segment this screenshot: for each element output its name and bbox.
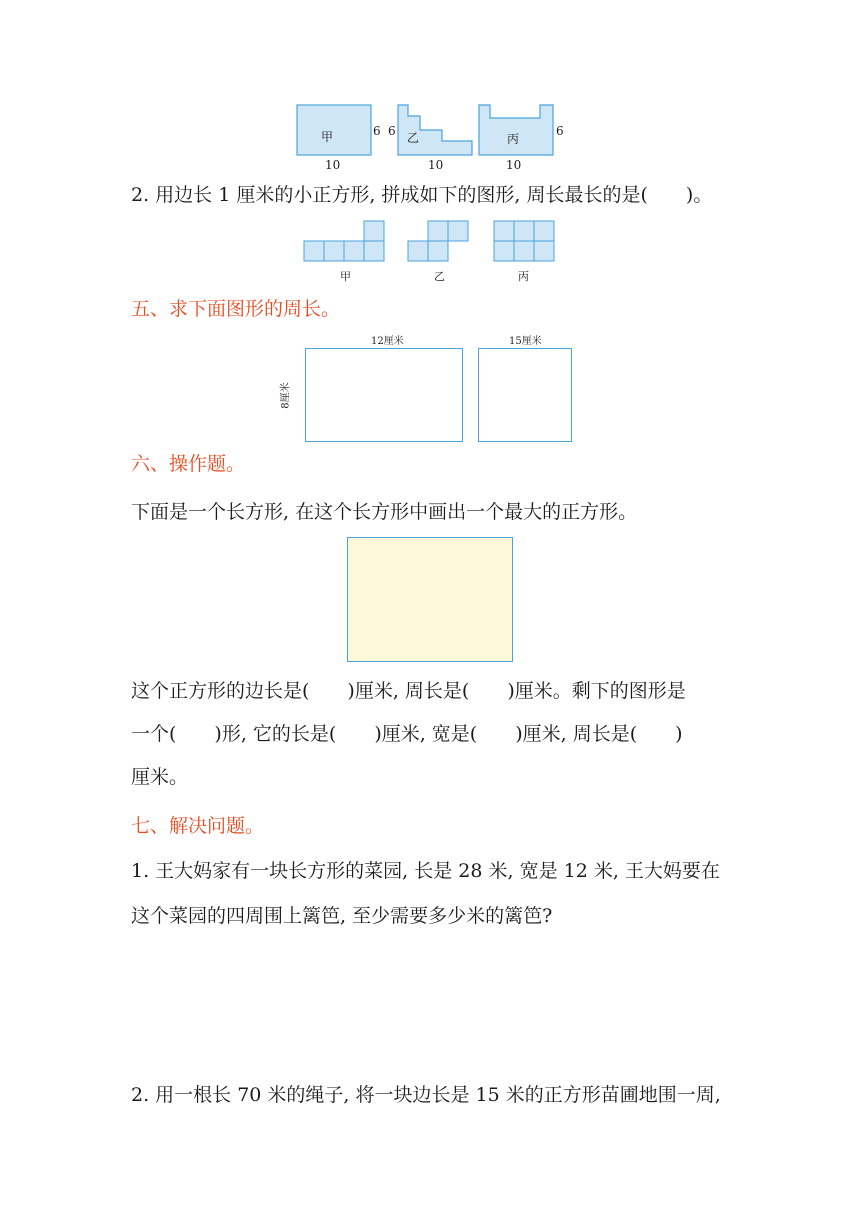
grid-label-yi: 乙: [434, 270, 445, 283]
section6-instruction: 下面是一个长方形, 在这个长方形中画出一个最大的正方形。: [131, 501, 638, 523]
rectangle-12x8: [305, 348, 463, 442]
shape-jia-side-label: 6: [373, 124, 381, 138]
q7-2-line1: 2. 用一根长 70 米的绳子, 将一块边长是 15 米的正方形苗圃地围一周,: [131, 1084, 721, 1106]
q7-1-line1: 1. 王大妈家有一块长方形的菜园, 长是 28 米, 宽是 12 米, 王大妈要在: [131, 860, 720, 882]
shape-jia-name: 甲: [321, 130, 334, 144]
square-15: [478, 348, 572, 442]
q7-1-line2: 这个菜园的四周围上篱笆, 至少需要多少米的篱笆?: [131, 905, 553, 927]
shape-yi-bottom-label: 10: [428, 158, 444, 172]
section6-line1: 这个正方形的边长是( )厘米, 周长是( )厘米。剩下的图形是: [131, 680, 686, 702]
shape-bing-bottom-label: 10: [506, 158, 522, 172]
q4-2-grid-figure: [300, 216, 562, 266]
q4-2-text: 2. 用边长 1 厘米的小正方形, 拼成如下的图形, 周长最长的是( )。: [131, 184, 713, 206]
shape-bing-name: 丙: [507, 132, 520, 146]
shape-yi-name: 乙: [407, 131, 420, 145]
rect-top-label: 12厘米: [371, 336, 404, 347]
section6-line3: 厘米。: [131, 766, 189, 788]
section7-heading: 七、解决问题。: [131, 815, 265, 837]
section6-heading: 六、操作题。: [131, 453, 246, 475]
shape-jia: [297, 105, 371, 155]
shape-yi-side-label: 6: [388, 124, 396, 138]
shape-jia-bottom-label: 10: [325, 158, 341, 172]
shape-bing-side-label: 6: [556, 124, 564, 138]
grid-label-jia: 甲: [340, 270, 351, 283]
yellow-rectangle: [347, 537, 513, 662]
section6-line2: 一个( )形, 它的长是( )厘米, 宽是( )厘米, 周长是( ): [131, 723, 683, 745]
rect-side-label: 8厘米: [280, 382, 292, 409]
square-top-label: 15厘米: [509, 336, 542, 347]
grid-label-bing: 丙: [518, 270, 529, 283]
section5-heading: 五、求下面图形的周长。: [131, 298, 341, 320]
